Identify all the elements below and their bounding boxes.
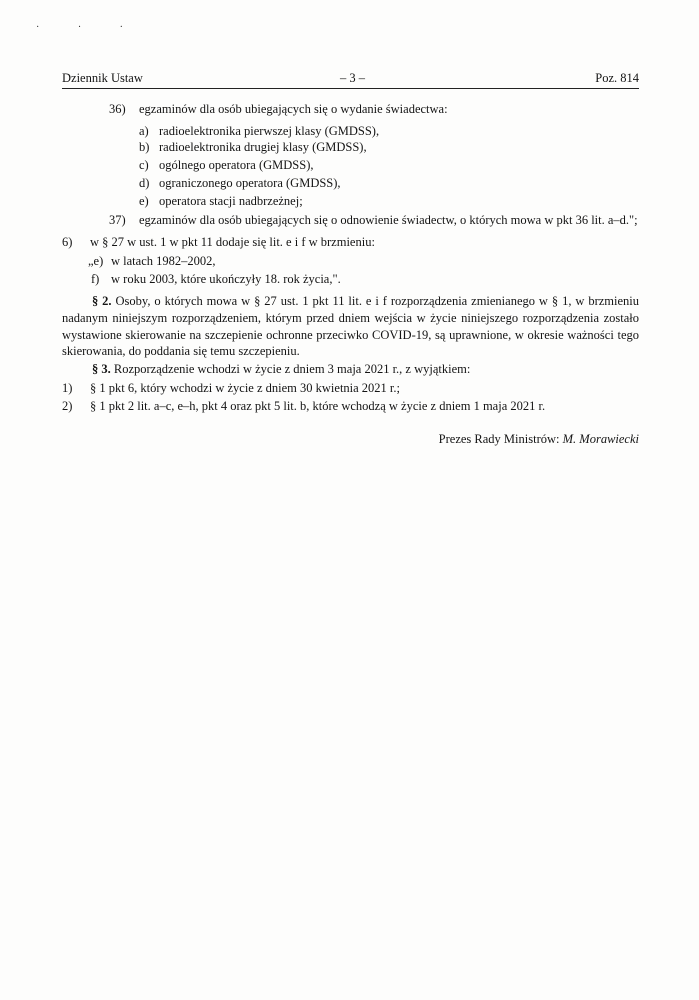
paragraph-3 <box>92 361 470 377</box>
point-1-number: 1) <box>62 381 73 395</box>
item-36-text: egzaminów dla osób ubiegających się o wydanie świadectwa: <box>139 102 448 116</box>
item-36-a-text: radioelektronika pierwszej klasy (GMDSS), <box>159 124 380 138</box>
paragraph-2-text: Osoby, o których mowa w § 27 ust. 1 pkt 11 lit. e i f rozporządzenia zmienianego w § 1, w brzmieniu nadanym niniejszym rozporządzeniem, którym przed dniem wejścia w życie niniejszego rozporządzenia zostało wystawione skierowanie na szczepienie ochronne przeciwko COVID-19, są uprawnione, w okresie ważności tego skierowania, do poddania się temu szczepieniu. <box>62 294 640 359</box>
item-36-d-label: d) <box>139 176 150 190</box>
item-6 <box>62 234 375 250</box>
item-36-number: 36) <box>109 102 126 116</box>
item-36-b-label: b) <box>139 140 150 154</box>
item-37-number: 37) <box>109 213 126 227</box>
signature-role: Prezes Rady Ministrów: <box>438 432 560 446</box>
item-6-text: w § 27 w ust. 1 w pkt 11 dodaje się lit. e i f w brzmieniu: <box>90 235 375 249</box>
signature-name: M. Morawiecki <box>562 432 639 446</box>
item-36-d-text: ograniczonego operatora (GMDSS), <box>159 176 341 190</box>
item-36-b-text: radioelektronika drugiej klasy (GMDSS), <box>159 140 367 154</box>
item-36-a <box>139 123 380 139</box>
item-36-d <box>139 175 341 191</box>
item-37 <box>109 212 638 228</box>
paragraph-3-heading: § 3. <box>92 362 111 376</box>
paragraph-3-point-2 <box>62 398 546 414</box>
item-37-text: egzaminów dla osób ubiegających się o odnowienie świadectw, o których mowa w pkt 36 lit. a–d."; <box>139 213 638 227</box>
item-6-f-text: w roku 2003, które ukończyły 18. rok życia,". <box>111 272 341 286</box>
item-6-number: 6) <box>62 235 73 249</box>
item-6-e-label: „e) <box>88 254 104 268</box>
item-36-e <box>139 193 303 209</box>
item-6-e <box>88 253 216 269</box>
item-36-e-label: e) <box>139 194 149 208</box>
journal-title: Dziennik Ustaw <box>62 71 143 85</box>
item-36-a-label: a) <box>139 124 149 138</box>
scan-specks: · · · <box>36 22 141 33</box>
header-rule <box>62 88 639 89</box>
page-number: – 3 – <box>340 71 365 85</box>
item-36-e-text: operatora stacji nadbrzeżnej; <box>159 194 303 208</box>
page-header <box>62 71 639 87</box>
position-number: Poz. 814 <box>595 71 639 85</box>
point-2-text: § 1 pkt 2 lit. a–c, e–h, pkt 4 oraz pkt 5 lit. b, które wchodzą w życie z dniem 1 maja 2021 r. <box>90 399 546 413</box>
paragraph-3-text: Rozporządzenie wchodzi w życie z dniem 3 maja 2021 r., z wyjątkiem: <box>113 362 471 376</box>
point-1-text: § 1 pkt 6, który wchodzi w życie z dniem 30 kwietnia 2021 r.; <box>90 381 401 395</box>
paragraph-3-point-1 <box>62 380 401 396</box>
item-6-f <box>91 271 341 287</box>
item-6-f-label: f) <box>91 272 100 286</box>
signature <box>439 432 639 447</box>
item-36-c <box>139 157 314 173</box>
paragraph-2-heading: § 2. <box>92 294 112 308</box>
item-36-c-label: c) <box>139 158 149 172</box>
item-6-e-text: w latach 1982–2002, <box>111 254 216 268</box>
item-36-b <box>139 139 367 155</box>
item-36 <box>109 101 448 117</box>
paragraph-2 <box>62 293 639 360</box>
point-2-number: 2) <box>62 399 73 413</box>
item-36-c-text: ogólnego operatora (GMDSS), <box>159 158 314 172</box>
